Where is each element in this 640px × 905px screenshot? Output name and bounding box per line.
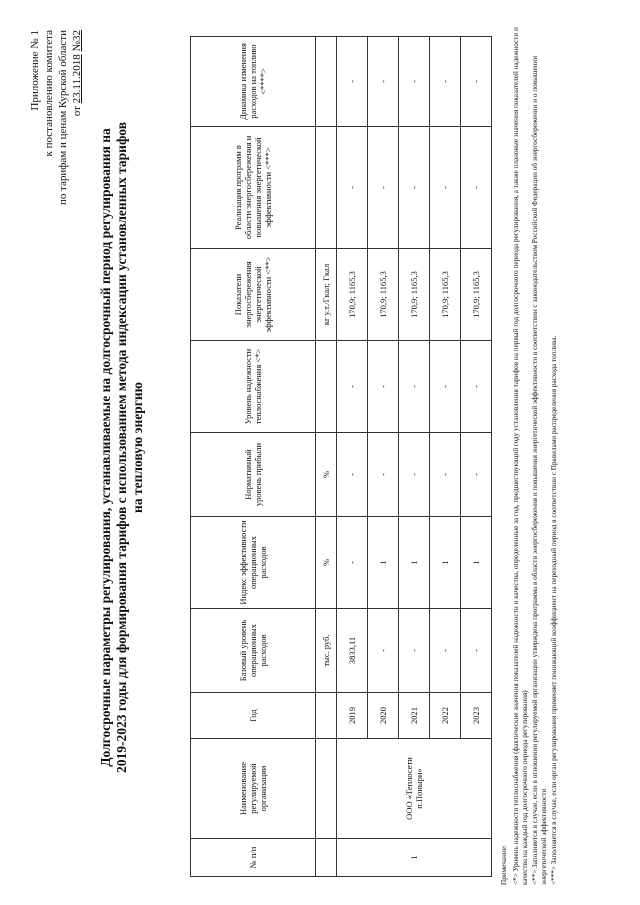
unit-cell: кг у.т./Гкал; Гкал	[316, 249, 337, 341]
unit-cell	[316, 341, 337, 433]
title-line-1: Долгосрочные параметры регулирования, устанавливаемые на долгосрочный период регулирования на	[98, 128, 113, 767]
reliability-cell: -	[368, 341, 399, 433]
program-cell: -	[461, 127, 492, 249]
profit-cell: -	[368, 433, 399, 517]
fuel-cell: -	[461, 37, 492, 127]
year-cell: 2021	[399, 693, 430, 739]
footnote-3: <***> Заполняется в случае, если орган регулирования применяет понижающий коэффициент на переходный период в соответствии с Правилами распределения расхода топлива.	[549, 335, 558, 885]
footnote-2: <**> Заполняется в случае, если в отношении регулируемой организации утверждена программа в области энергосбережения и повышения энергетической эффективности в соответствии с законодательством Российской Федерации об энергосбережении и о повышении энергетической эффективности	[530, 55, 548, 885]
appendix-line-2: к постановлению комитета	[43, 30, 55, 157]
unit-cell	[316, 739, 337, 839]
energy-cell: 170,9; 1165,3	[461, 249, 492, 341]
program-cell: -	[430, 127, 461, 249]
decree-number: №32	[71, 30, 83, 52]
row-number: 1	[337, 839, 492, 877]
reliability-cell: -	[337, 341, 368, 433]
unit-cell: %	[316, 433, 337, 517]
document-title	[98, 40, 146, 855]
index-cell: 1	[399, 517, 430, 609]
profit-cell: -	[430, 433, 461, 517]
header-profit-level: Нормативный уровень прибыли	[191, 433, 316, 517]
base-cost-cell: -	[430, 609, 461, 693]
header-year: Год	[191, 693, 316, 739]
year-cell: 2023	[461, 693, 492, 739]
unit-cell	[316, 839, 337, 877]
index-cell: 1	[430, 517, 461, 609]
footnote-1: <*> Уровень надежности теплоснабжения (фактические значения показателей надежности и качества, определенные за год, предшествующий году установления тарифов на первый год долгосрочного периода регулирования, а также плановые значения показателей надежности и качества на каждый год долгосрочного периода регулирования)	[511, 27, 529, 885]
base-cost-cell: -	[399, 609, 430, 693]
year-cell: 2020	[368, 693, 399, 739]
units-row	[316, 37, 337, 877]
header-reliability: Уровень надежности теплоснабжения <*>	[191, 341, 316, 433]
footnotes	[500, 25, 559, 885]
fuel-cell: -	[337, 37, 368, 127]
profit-cell: -	[461, 433, 492, 517]
title-line-3: на тепловую энергию	[130, 382, 145, 513]
appendix-block	[28, 30, 84, 205]
unit-cell: %	[316, 517, 337, 609]
header-programs: Реализация программ в области энергосбережения и повышения энергетической эффективности <***>	[191, 127, 316, 249]
energy-cell: 170,9; 1165,3	[368, 249, 399, 341]
program-cell: -	[337, 127, 368, 249]
energy-cell: 170,9; 1165,3	[337, 249, 368, 341]
index-cell: 1	[461, 517, 492, 609]
fuel-cell: -	[368, 37, 399, 127]
profit-cell: -	[337, 433, 368, 517]
notes-heading: Примечание:	[500, 845, 508, 885]
reliability-cell: -	[399, 341, 430, 433]
header-row	[191, 37, 316, 877]
org-name: ООО «Теплосети п.Поныри»	[337, 739, 492, 839]
unit-cell	[316, 37, 337, 127]
profit-cell: -	[399, 433, 430, 517]
header-org: Наименование регулируемой организации	[191, 739, 316, 839]
appendix-title: Приложение № 1	[29, 30, 41, 111]
table-row	[337, 37, 368, 877]
title-line-2: 2019-2023 годы для формирования тарифов с использованием метода индексации установленных тарифов	[114, 121, 129, 774]
date-prefix: от	[71, 106, 83, 117]
base-cost-cell: 3833,11	[337, 609, 368, 693]
header-efficiency-index: Индекс эффективности операционных расходов	[191, 517, 316, 609]
unit-cell	[316, 127, 337, 249]
year-cell: 2019	[337, 693, 368, 739]
year-cell: 2022	[430, 693, 461, 739]
energy-cell: 170,9; 1165,3	[430, 249, 461, 341]
header-fuel-dynamics: Динамика изменения расходов на топливо <****>	[191, 37, 316, 127]
fuel-cell: -	[430, 37, 461, 127]
reliability-cell: -	[430, 341, 461, 433]
program-cell: -	[368, 127, 399, 249]
header-base-cost: Базовый уровень операционных расходов	[191, 609, 316, 693]
decree-date: 23.11.2018	[71, 54, 83, 104]
energy-cell: 170,9; 1165,3	[399, 249, 430, 341]
unit-cell: тыс. руб.	[316, 609, 337, 693]
fuel-cell: -	[399, 37, 430, 127]
base-cost-cell: -	[368, 609, 399, 693]
unit-cell	[316, 693, 337, 739]
base-cost-cell: -	[461, 609, 492, 693]
appendix-line-3: по тарифам и ценам Курской области	[57, 30, 69, 206]
header-num: № п/п	[191, 839, 316, 877]
index-cell: 1	[368, 517, 399, 609]
header-energy-saving: Показатели энергосбережения энергетической эффективности <**>	[191, 249, 316, 341]
reliability-cell: -	[461, 341, 492, 433]
program-cell: -	[399, 127, 430, 249]
parameters-table	[190, 36, 492, 877]
appendix-date-line	[70, 30, 84, 205]
index-cell: -	[337, 517, 368, 609]
